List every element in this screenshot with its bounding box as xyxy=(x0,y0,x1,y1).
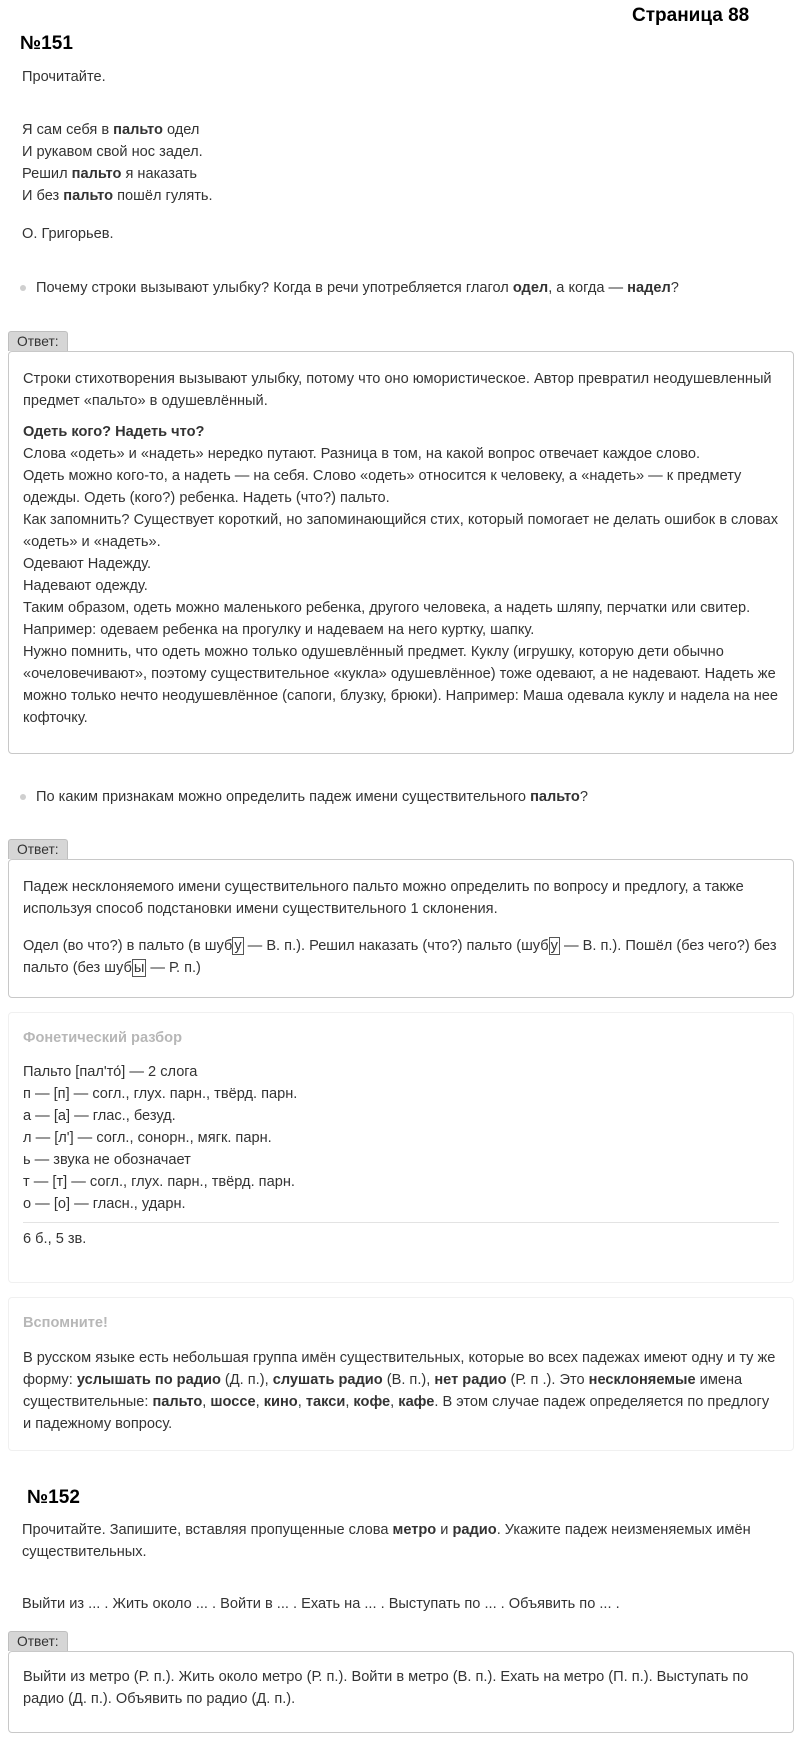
remember-block xyxy=(8,1297,794,1451)
answer-1-line: Как запомнить? Существует короткий, но запоминающийся стих, который помогает не делать ошибок в словах «одеть» и «надеть». xyxy=(23,512,779,550)
answer-1-line: Таким образом, одеть можно маленького ребенка, другого человека, а надеть шляпу, перчатки или свитер. Например: одеваем ребенка на прогулку и надеваем на него куртку, шапку. xyxy=(23,600,751,638)
answer-1-heading: Одеть кого? Надеть что? xyxy=(23,424,205,440)
phonetic-lines xyxy=(23,1061,779,1215)
page-number: Страница 88 xyxy=(632,5,750,26)
ending-box: у xyxy=(234,938,242,954)
phonetic-analysis-block xyxy=(8,1012,794,1283)
question-2: По каким признакам можно определить падеж имени существительного пальто? xyxy=(36,786,786,808)
remember-text: В русском языке есть небольшая группа имён существительных, которые во всех падежах имеют одну и ту же форму: услышать по радио (Д. п.), слушать радио (В. п.), нет радио (Р. п .). Это несклоняемые имена существительные: пальто, шоссе, кино, такси, кофе, кафе. В этом случае падеж определяется по предлогу и падежному вопросу. xyxy=(23,1350,776,1432)
question-1: Почему строки вызывают улыбку? Когда в речи употребляется глагол одел, а когда — надел? xyxy=(36,277,786,299)
answer-1-line: Одеть можно кого-то, а надеть — на себя. Слово «одеть» относится к человеку, а «надеть» — к предмету одежды. Одеть (кого?) ребенка. Надеть (что?) пальто. xyxy=(23,468,742,506)
phonetic-summary: 6 б., 5 зв. xyxy=(23,1231,87,1247)
phonetic-line: л — [л'] — согл., сонорн., мягк. парн. xyxy=(23,1130,272,1146)
phonetic-line: ь — звука не обозначает xyxy=(23,1152,191,1168)
answer-box-2 xyxy=(8,859,794,998)
phonetic-analysis-title: Фонетический разбор xyxy=(23,1030,182,1046)
phonetic-line: о — [о] — гласн., ударн. xyxy=(23,1196,186,1212)
poem-line-3: Решил пальто я наказать xyxy=(22,166,198,182)
answer-1-line: Одевают Надежду. xyxy=(23,556,152,572)
task-152-exercise: Выйти из ... . Жить около ... . Войти в ... . Ехать на ... . Выступать по ... . Объявить по ... . xyxy=(22,1596,620,1612)
task-151-instruction: Прочитайте. xyxy=(22,69,106,85)
answer-1-paragraph: Строки стихотворения вызывают улыбку, потому что оно юмористическое. Автор превратил неодушевленный предмет «пальто» в одушевлённый. xyxy=(23,371,772,409)
ending-box: ы xyxy=(133,960,145,976)
phonetic-line: а — [а] — глас., безуд. xyxy=(23,1108,176,1124)
task-152-number: №152 xyxy=(27,1487,80,1508)
answer-box-1 xyxy=(8,351,794,754)
poem-line-2: И рукавом свой нос задел. xyxy=(22,144,203,160)
phonetic-line: п — [п] — согл., глух. парн., твёрд. парн. xyxy=(23,1086,298,1102)
task-152-instruction: Прочитайте. Запишите, вставляя пропущенные слова метро и радио. Укажите падеж неизменяемых имён существительных. xyxy=(22,1522,751,1560)
answer-label-1: Ответ: xyxy=(8,331,68,351)
ending-box: у xyxy=(550,938,558,954)
poem-author: О. Григорьев. xyxy=(22,226,114,242)
remember-title: Вспомните! xyxy=(23,1315,108,1331)
answer-1-line: Надевают одежду. xyxy=(23,578,148,594)
answer-label-2: Ответ: xyxy=(8,839,68,859)
task-151-number: №151 xyxy=(20,33,73,54)
poem-line-4: И без пальто пошёл гулять. xyxy=(22,188,213,204)
answer-2-paragraph: Падеж несклоняемого имени существительного пальто можно определить по вопросу и предлогу, а также используя способ подстановки имени существительного 1 склонения. xyxy=(23,879,744,917)
answer-1-line: Нужно помнить, что одеть можно только одушевлённый предмет. Куклу (игрушку, которую дети обычно «очеловечивают», поэтому существительное «кукла» одушевлённое) тоже одевают, а не надевают. Надеть же можно только нечто неодушевлённое (сапоги, блузку, брюки). Например: Маша одевала куклу и надела на нее кофточку. xyxy=(23,644,779,726)
phonetic-line: Пальто [пал'то́] — 2 слога xyxy=(23,1064,198,1080)
answer-box-3 xyxy=(8,1651,794,1733)
poem-line-1: Я сам себя в пальто одел xyxy=(22,122,200,138)
answer-2-examples: Одел (во что?) в пальто (в шуб у — В. п.). Решил наказать (что?) пальто (шуб у — В. п.). Пошёл (без чего?) без пальто (без шуб ы — Р. п.) xyxy=(23,938,777,976)
divider xyxy=(23,1222,779,1223)
answer-label-3: Ответ: xyxy=(8,1631,68,1651)
answer-1-line: Слова «одеть» и «надеть» нередко путают. Разница в том, на какой вопрос отвечает каждое слово. xyxy=(23,446,701,462)
phonetic-line: т — [т] — согл., глух. парн., твёрд. парн. xyxy=(23,1174,295,1190)
answer-3-text: Выйти из метро (Р. п.). Жить около метро (Р. п.). Войти в метро (В. п.). Ехать на метро (П. п.). Выступать по радио (Д. п.). Объявить по радио (Д. п.). xyxy=(23,1669,749,1707)
poem xyxy=(22,119,213,207)
